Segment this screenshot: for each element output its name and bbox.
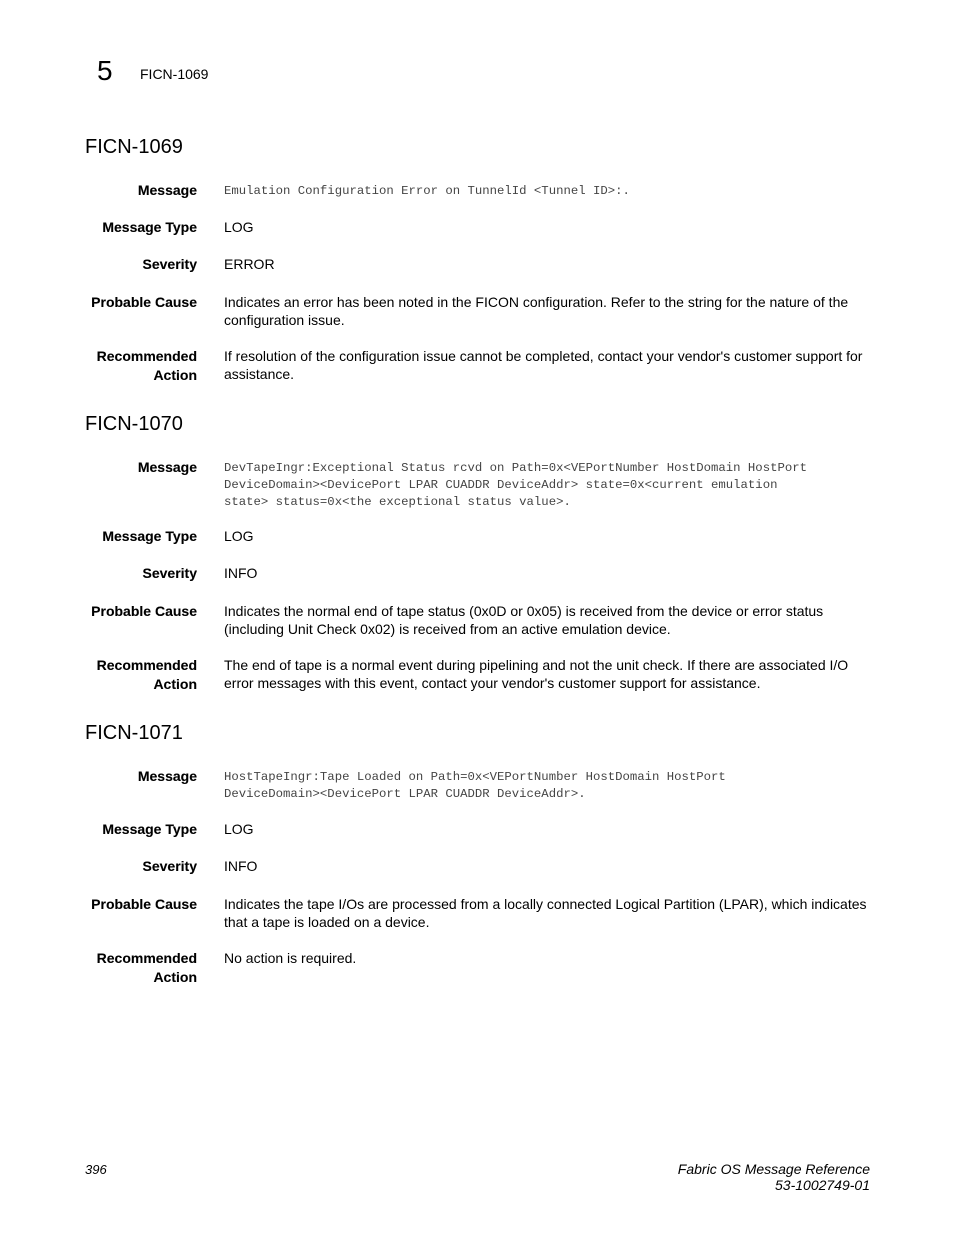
message-line: HostTapeIngr:Tape Loaded on Path=0x<VEPortNumber HostDomain HostPort (224, 770, 726, 784)
text-line: configuration issue. (224, 312, 345, 328)
document-info (678, 1161, 870, 1193)
label-line: Recommended (96, 348, 197, 364)
running-head: FICN-1069 (140, 66, 209, 82)
text-line: The end of tape is a normal event during pipelining and not the unit check. If there are associated I/O (224, 657, 849, 673)
severity-label: Severity (142, 256, 197, 272)
chapter-number: 5 (97, 55, 113, 86)
label-line: Action (153, 676, 197, 692)
text-line: Indicates the tape I/Os are processed from a locally connected Logical Partition (LPAR), which indicates (224, 896, 867, 912)
message-text (224, 460, 872, 511)
message-line: DevTapeIngr:Exceptional Status rcvd on Path=0x<VEPortNumber HostDomain HostPort (224, 461, 807, 475)
text-line: If resolution of the configuration issue cannot be completed, contact your vendor's customer support for (224, 348, 863, 364)
message-line: Emulation Configuration Error on TunnelId <Tunnel ID>:. (224, 184, 630, 198)
text-line: (including Unit Check 0x02) is received from an active emulation device. (224, 621, 671, 637)
text-line: that a tape is loaded on a device. (224, 914, 430, 930)
severity-label: Severity (142, 565, 197, 581)
text-line: assistance. (224, 366, 295, 382)
text-line: No action is required. (224, 950, 357, 966)
severity-value: INFO (224, 858, 258, 874)
message-line: DeviceDomain><DevicePort LPAR CUADDR DeviceAddr> state=0x<current emulation (224, 478, 778, 492)
recommended-action-text (224, 347, 872, 383)
message-type-label: Message Type (102, 219, 197, 235)
section-title: FICN-1069 (85, 136, 183, 158)
message-text (224, 183, 872, 200)
label-line: Recommended (96, 950, 197, 966)
message-type-label: Message Type (102, 821, 197, 837)
message-text (224, 769, 872, 803)
probable-cause-text (224, 293, 872, 329)
probable-cause-label: Probable Cause (91, 603, 197, 619)
message-type-value: LOG (224, 219, 254, 235)
message-label: Message (137, 459, 197, 475)
message-line: state> status=0x<the exceptional status value>. (224, 495, 571, 509)
message-label: Message (137, 182, 197, 198)
label-line: Action (153, 969, 197, 985)
severity-value: INFO (224, 565, 258, 581)
recommended-action-label (47, 949, 197, 987)
message-type-value: LOG (224, 528, 254, 544)
recommended-action-text (224, 949, 872, 967)
severity-label: Severity (142, 858, 197, 874)
severity-value: ERROR (224, 256, 275, 272)
message-line: DeviceDomain><DevicePort LPAR CUADDR DeviceAddr>. (224, 787, 586, 801)
text-line: error messages with this event, contact your vendor's customer support for assistance. (224, 675, 761, 691)
document-number: 53-1002749-01 (775, 1177, 870, 1193)
recommended-action-label (47, 656, 197, 694)
probable-cause-label: Probable Cause (91, 294, 197, 310)
probable-cause-label: Probable Cause (91, 896, 197, 912)
page-number: 396 (85, 1162, 107, 1177)
probable-cause-text (224, 895, 872, 931)
message-label: Message (137, 768, 197, 784)
text-line: Indicates the normal end of tape status (0x0D or 0x05) is received from the device or error status (224, 603, 824, 619)
recommended-action-label (47, 347, 197, 385)
section-title: FICN-1071 (85, 722, 183, 744)
text-line: Indicates an error has been noted in the FICON configuration. Refer to the string for the nature of the (224, 294, 849, 310)
label-line: Action (153, 367, 197, 383)
label-line: Recommended (96, 657, 197, 673)
document-title: Fabric OS Message Reference (677, 1161, 870, 1177)
recommended-action-text (224, 656, 872, 692)
message-type-value: LOG (224, 821, 254, 837)
probable-cause-text (224, 602, 872, 638)
message-type-label: Message Type (102, 528, 197, 544)
section-title: FICN-1070 (85, 413, 183, 435)
